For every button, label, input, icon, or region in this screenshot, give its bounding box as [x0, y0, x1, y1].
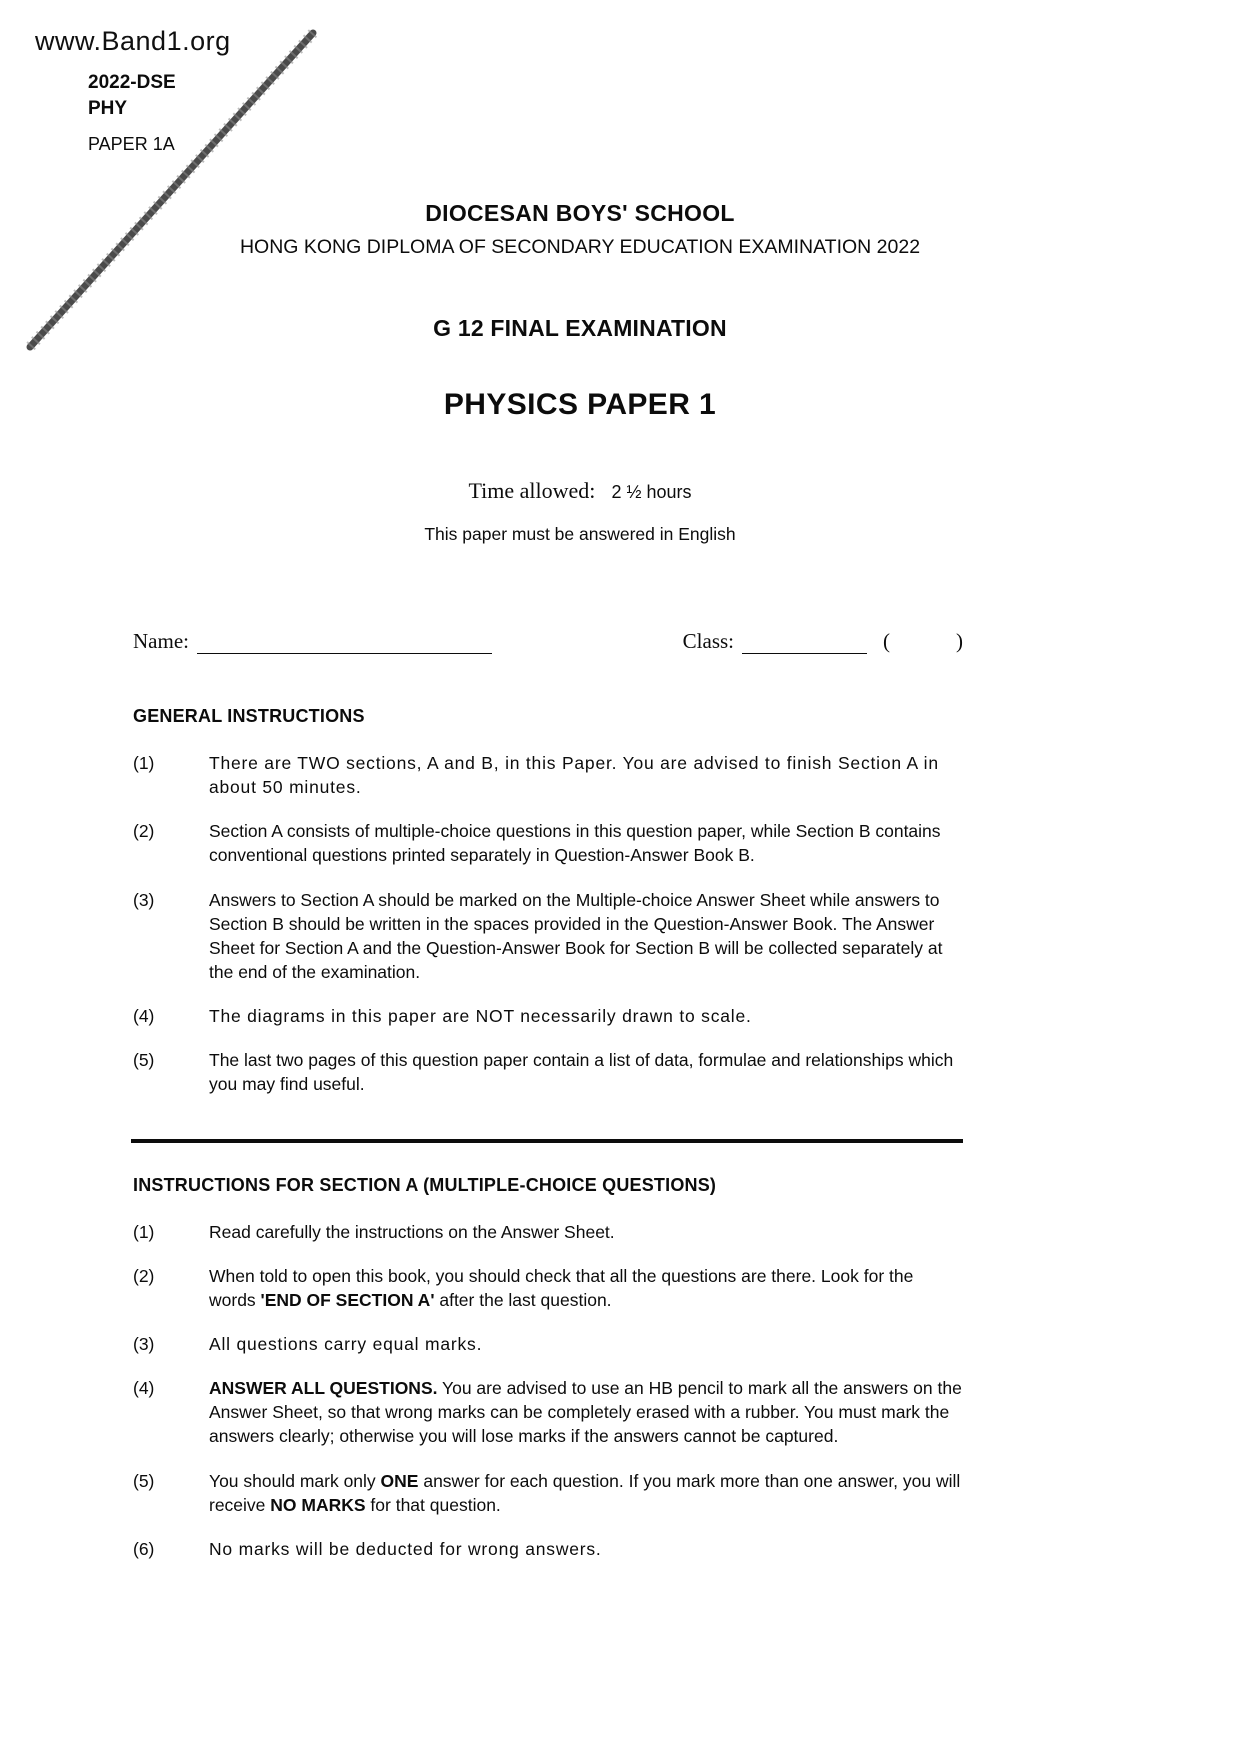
- section-a-instruction-3: [133, 1332, 963, 1356]
- item-number: (1): [133, 1221, 155, 1242]
- item-number: (1): [133, 753, 155, 773]
- section-divider-rule: [131, 1139, 963, 1143]
- item-text: You should mark only ONE answer for each question. If you mark more than one answer, you will receive NO MARKS for that question.: [209, 1470, 961, 1515]
- general-instructions-title: GENERAL INSTRUCTIONS: [133, 706, 365, 726]
- paper-year-code: 2022-DSE: [88, 72, 176, 93]
- item-number: (6): [133, 1538, 155, 1559]
- section-a-instruction-6: [133, 1537, 963, 1561]
- section-a-instructions-title: INSTRUCTIONS FOR SECTION A (MULTIPLE-CHOICE QUESTIONS): [133, 1174, 717, 1195]
- item-number: (3): [133, 889, 155, 910]
- section-a-instruction-4: [133, 1376, 963, 1448]
- section-a-instruction-2: [133, 1264, 963, 1312]
- class-number-paren-open: (: [883, 629, 890, 653]
- item-number: (5): [133, 1470, 155, 1491]
- section-a-column: [133, 1175, 963, 1561]
- school-name: DIOCESAN BOYS' SCHOOL: [425, 200, 735, 226]
- item-number: (3): [133, 1333, 155, 1354]
- page-content: [60, 0, 1100, 1581]
- item-text: The last two pages of this question paper contain a list of data, formulae and relationships which you may find useful.: [209, 1050, 954, 1095]
- general-instruction-3: [133, 888, 963, 985]
- general-instruction-4: [133, 1004, 963, 1028]
- class-field-group: [683, 629, 963, 654]
- time-allowed-label: Time allowed:: [468, 478, 596, 503]
- watermark-text: www.Band1.org: [35, 26, 231, 56]
- item-text: Answers to Section A should be marked on the Multiple-choice Answer Sheet while answers to Section B should be written in the spaces provided in the Question-Answer Book. The Answer Sheet for Section A and the Question-Answer Book for Section B will be collected separately at the end of the examination.: [209, 889, 943, 982]
- item-text: The diagrams in this paper are NOT necessarily drawn to scale.: [209, 1006, 752, 1027]
- time-allowed-value: 2 ½ hours: [611, 482, 692, 502]
- item-text: ANSWER ALL QUESTIONS. You are advised to use an HB pencil to mark all the answers on the Answer Sheet, so that wrong marks can be completely erased with a rubber. You must mark the answers clearly; otherwise you will lose marks if the answers cannot be captured.: [209, 1378, 962, 1447]
- section-a-instruction-5: [133, 1469, 963, 1517]
- general-instruction-1: [133, 751, 963, 799]
- instructions-column: [133, 706, 963, 1097]
- item-number: (4): [133, 1378, 155, 1399]
- item-text: There are TWO sections, A and B, in this Paper. You are advised to finish Section A in about 50 minutes.: [209, 753, 939, 798]
- general-instruction-2: [133, 819, 963, 867]
- item-text: When told to open this book, you should check that all the questions are there. Look for the words 'END OF SECTION A' after the last question.: [209, 1265, 914, 1310]
- name-class-row: [133, 629, 963, 654]
- item-text: Read carefully the instructions on the Answer Sheet.: [209, 1221, 615, 1242]
- language-note: This paper must be answered in English: [424, 524, 736, 544]
- general-instructions-list: [133, 751, 963, 1097]
- section-a-instructions-list: [133, 1220, 963, 1561]
- item-text: All questions carry equal marks.: [209, 1333, 483, 1354]
- exam-board-line: HONG KONG DIPLOMA OF SECONDARY EDUCATION EXAMINATION 2022: [239, 236, 921, 258]
- item-number: (4): [133, 1006, 155, 1027]
- name-fill-line: [197, 630, 492, 654]
- item-text: No marks will be deducted for wrong answers.: [209, 1538, 602, 1559]
- item-number: (5): [133, 1050, 155, 1071]
- item-number: (2): [133, 821, 155, 842]
- paper-number: PAPER 1A: [88, 134, 175, 155]
- name-field-group: [133, 629, 492, 654]
- class-label: Class:: [682, 629, 734, 653]
- general-instruction-5: [133, 1048, 963, 1096]
- item-text: Section A consists of multiple-choice questions in this question paper, while Section B contains conventional questions printed separately in Question-Answer Book B.: [209, 821, 941, 866]
- time-allowed-row: [60, 478, 1100, 504]
- name-label: Name:: [133, 629, 189, 653]
- item-number: (2): [133, 1265, 155, 1286]
- class-fill-line: [742, 630, 867, 654]
- section-a-instruction-1: [133, 1220, 963, 1244]
- paper-subject-code: PHY: [88, 97, 128, 119]
- paper-title: PHYSICS PAPER 1: [443, 388, 717, 421]
- exam-title: G 12 FINAL EXAMINATION: [433, 315, 727, 341]
- class-number-paren-close: ): [956, 629, 963, 653]
